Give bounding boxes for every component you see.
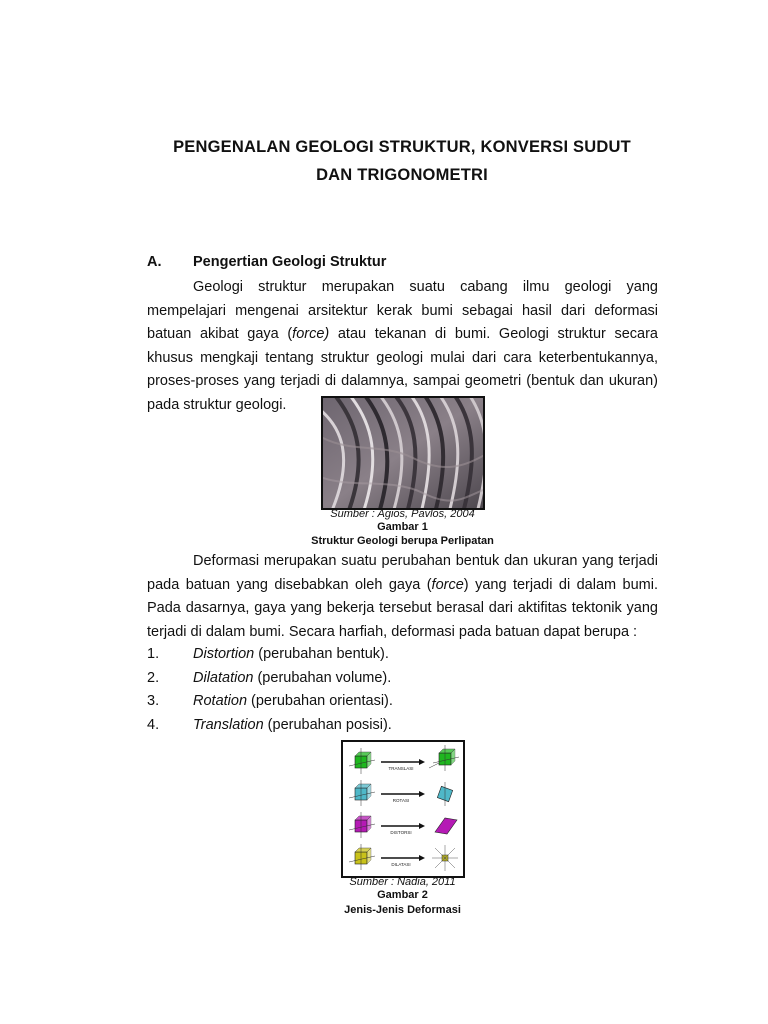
paragraph2-term-force: force xyxy=(431,576,464,593)
list-term: Dilatation xyxy=(193,669,254,686)
paragraph1-term-force: force) xyxy=(292,326,330,342)
figure1-label: Gambar 1 xyxy=(377,521,428,533)
figure1-title: Struktur Geologi berupa Perlipatan xyxy=(311,535,494,547)
section-title: Pengertian Geologi Struktur xyxy=(193,254,387,270)
arrow-head-3 xyxy=(419,855,425,861)
list-desc: (perubahan volume). xyxy=(253,669,392,686)
list-term: Rotation xyxy=(193,693,248,709)
list-desc: (perubahan posisi). xyxy=(263,716,392,733)
folded-rock-image xyxy=(323,398,483,508)
arrow-label-3: DILATASI xyxy=(391,862,411,867)
list-number: 3. xyxy=(147,693,160,709)
deformation-diagram-svg xyxy=(343,742,463,876)
paragraph1-text-a: Geologi struktur merupakan suatu cabang ilmu geologi yang mempelajari mengenai arsitektur kerak bumi sebagai hasil dari deformasi batuan akibat gaya ( xyxy=(147,279,658,342)
dilatation-ray-1 xyxy=(445,848,455,858)
figure2-label: Gambar 2 xyxy=(377,889,428,901)
paragraph2-text-b: ) yang terjadi di dalam bumi. Pada dasarnya, gaya yang bekerja tersebut berasal dari aktifitas tektonik yang terjadi di dalam bumi. Secara harfiah, deformasi pada batuan dapat berupa : xyxy=(147,576,658,640)
arrow-label-1: ROTASI xyxy=(392,798,410,803)
dilatation-ray-2 xyxy=(435,858,445,868)
list-number: 1. xyxy=(147,646,160,662)
result-shape-distortion xyxy=(435,818,457,834)
figure1-source: Sumber : Agios, Pavlos, 2004 xyxy=(330,508,475,520)
section-number: A. xyxy=(147,254,162,270)
list-desc: (perubahan orientasi). xyxy=(247,693,393,709)
list-term: Distortion xyxy=(193,646,255,662)
arrow-label-0: TRANSLASI xyxy=(388,766,414,771)
arrow-head-0 xyxy=(419,759,425,765)
arrow-label-2: DISTORSI xyxy=(390,830,412,835)
list-text xyxy=(193,690,393,714)
deformation-types-diagram xyxy=(341,740,465,878)
paragraph-deformasi xyxy=(147,550,658,644)
list-term: Translation xyxy=(193,716,264,733)
arrow-head-1 xyxy=(419,791,425,797)
dilatation-ray-0 xyxy=(435,848,445,858)
document-title-line-1: PENGENALAN GEOLOGI STRUKTUR, KONVERSI SUDUT xyxy=(173,138,631,156)
translation-offset-line xyxy=(429,763,439,768)
paragraph2-text-a: Deformasi merupakan suatu perubahan bentuk dan ukuran yang terjadi pada batuan yang disebabkan oleh gaya ( xyxy=(147,553,658,593)
dilatation-ray-3 xyxy=(445,858,455,868)
paragraph1-text-b: atau tekanan di bumi. Geologi struktur secara khusus mengkaji tentang struktur geologi mulai dari cara keterbentukannya, proses-proses yang terjadi di dalamnya, sampai geometri (bentuk dan ukuran) pada struktur geologi. xyxy=(147,326,658,413)
folded-rock-photo xyxy=(321,396,485,510)
list-text xyxy=(193,714,392,738)
figure2-title: Jenis-Jenis Deformasi xyxy=(344,904,461,916)
document-title-line-2: DAN TRIGONOMETRI xyxy=(316,166,488,184)
list-number: 2. xyxy=(147,669,160,686)
list-text xyxy=(193,643,389,667)
list-desc: (perubahan bentuk). xyxy=(254,646,389,662)
list-number: 4. xyxy=(147,716,160,733)
figure2-source: Sumber : Nadia, 2011 xyxy=(349,876,456,888)
arrow-head-2 xyxy=(419,823,425,829)
list-text xyxy=(193,667,391,691)
